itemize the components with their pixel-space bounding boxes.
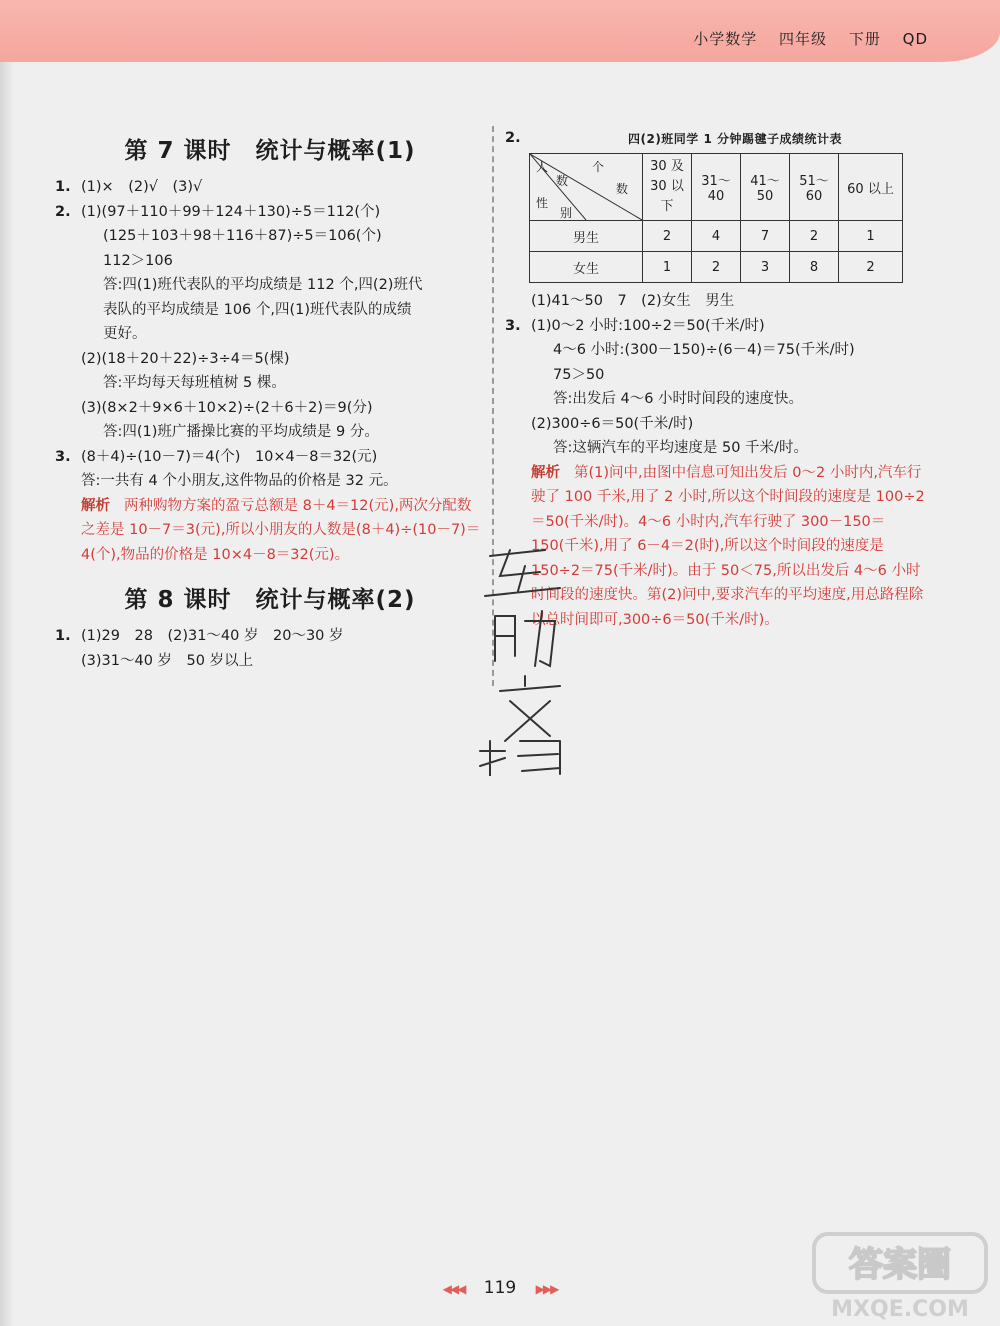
watermark-logo-icon [810,1230,990,1322]
l7-q2-line: (125＋103＋98＋116＋87)÷5＝106(个) [103,228,382,244]
l7-q1: 1. (1)× (2)√ (3)√ [55,179,203,195]
l7-q2-line: 答:平均每天每班植树 5 棵。 [103,375,286,391]
score-table [529,153,903,283]
header-grade: 四年级 [779,30,828,48]
l7-q3-line: 3. (8＋4)÷(10－7)＝4(个) 10×4－8＝32(元) [55,448,378,465]
l8-q1-line: 1. (1)29 28 (2)31～40 岁 20～30 岁 [55,628,344,644]
cell: 8 [790,252,839,283]
r-q3-line: 3. (1)0～2 小时:100÷2＝50(千米/时) [505,317,765,334]
header-subject: 小学数学 [693,30,758,48]
r-analysis: 解析 第(1)问中,由图中信息可知出发后 0～2 小时内,汽车行驶了 100 千米,用了 2 小时,所以这个时间段的速度是 100÷2＝50(千米/时)。4～6 小时内,汽车行驶了 300－150＝150(千米),用了 6－4＝2(时),所以这个时间段的速度是 150÷2＝75(千米/时)。由于 50＜75,所以出发后 4～6 小时时间段的速度快。第(2)问中,要求汽车的平均速度,用总路程除以总时间即可,300÷6＝50(千米/时)。 [531,464,925,628]
col-header: 60 以上 [839,154,903,221]
table-row [530,252,903,283]
svg-text:答案圈: 答案圈 [849,1245,951,1285]
l8-q1-line: (3)31～40 岁 50 岁以上 [81,652,254,669]
cell: 2 [692,252,741,283]
diag-label: 数 [556,174,569,188]
l7-analysis: 解析 两种购物方案的盈亏总额是 8＋4＝12(元),两次分配数之差是 10－7＝3(元),所以小朋友的人数是(8＋4)÷(10－7)＝4(个),物品的价格是 10×4－8＝32(元)。 [81,497,481,563]
r-q3-line: 答:出发后 4～6 小时时间段的速度快。 [553,391,804,407]
lesson-8-title: 第 8 课时 统计与概率(2) [124,587,416,613]
col-header: 31～40 [692,154,741,221]
r-q2-answer: (1)41～50 7 (2)女生 男生 [531,293,735,309]
l7-q2-line: 112＞106 [103,252,173,269]
col-header: 51～60 [790,154,839,221]
row-label: 男生 [530,221,643,252]
l7-q2-line: (3)(8×2＋9×6＋10×2)÷(2＋6＋2)＝9(分) [81,399,373,416]
lesson-7-title: 第 7 课时 统计与概率(1) [124,138,416,164]
page-number [420,1278,580,1298]
l7-q3-line: 答:一共有 4 个小朋友,这件物品的价格是 32 元。 [81,473,398,489]
row-label: 女生 [530,252,643,283]
cell: 3 [741,252,790,283]
left-column [55,132,485,673]
table-title: 四(2)班同学 1 分钟踢毽子成绩统计表 [627,132,843,146]
cell: 2 [643,221,692,252]
cell: 4 [692,221,741,252]
header-edition: QD [902,30,928,48]
diag-label: 人 [536,160,549,174]
diag-label: 别 [560,206,573,220]
r-q3-line: 75＞50 [553,366,605,383]
header-term: 下册 [848,30,881,48]
col-header: 30 及 30 以下 [643,154,692,221]
diag-label: 性 [536,196,549,210]
diag-label: 数 [616,182,629,196]
table-diagonal-header [530,154,643,221]
svg-text:MXQE.COM: MXQE.COM [831,1297,969,1322]
cell: 7 [741,221,790,252]
page-number-text: 119 [483,1278,517,1298]
r-q3-line: 4～6 小时:(300－150)÷(6－4)＝75(千米/时) [553,342,855,358]
l7-q2-line: 更好。 [103,326,147,342]
handwriting-watermark [470,536,580,776]
table-row [530,221,903,252]
r-q2-num: 2. [505,130,521,146]
cell: 1 [643,252,692,283]
watermark-logo [810,1230,990,1322]
left-arrows-icon: ◀◀◀ [442,1282,465,1296]
l7-q2-line: 表队的平均成绩是 106 个,四(1)班代表队的成绩 [103,301,412,318]
col-header: 41～50 [741,154,790,221]
cell: 1 [839,221,903,252]
right-arrows-icon: ▶▶▶ [535,1282,558,1296]
l7-q2-line: 答:四(1)班广播操比赛的平均成绩是 9 分。 [103,424,379,440]
r-q3-line: (2)300÷6＝50(千米/时) [531,415,694,432]
cell: 2 [790,221,839,252]
diag-label: 个 [592,160,605,174]
l7-q2-line: 答:四(1)班代表队的平均成绩是 112 个,四(2)班代 [103,277,423,293]
l7-q2-line: (2)(18＋20＋22)÷3÷4＝5(棵) [81,350,290,367]
l7-q2-line: 2. (1)(97＋110＋99＋124＋130)÷5＝112(个) [55,203,381,220]
cell: 2 [839,252,903,283]
r-q3-line: 答:这辆汽车的平均速度是 50 千米/时。 [553,440,808,456]
